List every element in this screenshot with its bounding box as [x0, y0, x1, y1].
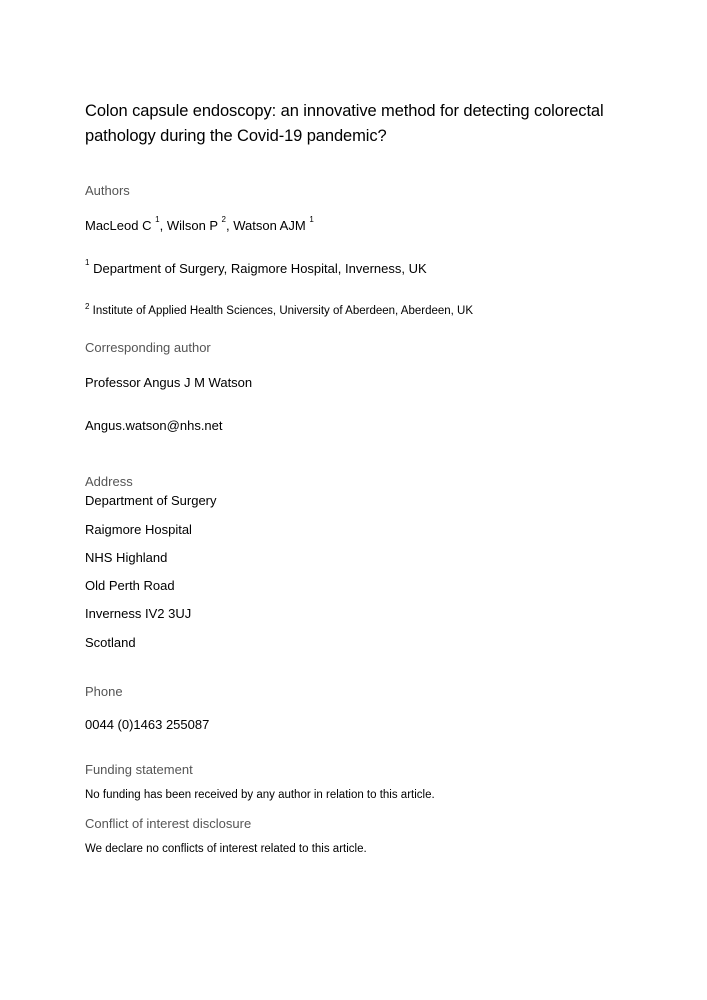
author-separator: , [225, 218, 230, 233]
conflict-statement: We declare no conflicts of interest related to this article. [85, 843, 367, 855]
author-name: Watson AJM [233, 218, 306, 233]
address-heading: Address [85, 474, 133, 489]
address-line: Scotland [85, 635, 136, 650]
affiliation-1 [85, 258, 427, 276]
author-affiliation-marker: 1 [155, 215, 160, 224]
corresponding-author-heading: Corresponding author [85, 340, 211, 355]
paper-title-line-2: pathology during the Covid-19 pandemic? [85, 127, 387, 145]
address-line: Inverness IV2 3UJ [85, 606, 192, 621]
paper-title-line-1: Colon capsule endoscopy: an innovative method for detecting colorectal [85, 102, 604, 120]
phone-number: 0044 (0)1463 255087 [85, 717, 210, 732]
affiliation-text: Department of Surgery, Raigmore Hospital, Inverness, UK [93, 261, 427, 276]
funding-statement: No funding has been received by any author in relation to this article. [85, 789, 435, 801]
corresponding-author-name: Professor Angus J M Watson [85, 375, 253, 390]
affiliation-marker: 2 [85, 302, 90, 311]
conflict-heading: Conflict of interest disclosure [85, 816, 252, 831]
phone-heading: Phone [85, 684, 123, 699]
affiliation-text: Institute of Applied Health Sciences, University of Aberdeen, Aberdeen, UK [92, 305, 474, 317]
corresponding-author-email: Angus.watson@nhs.net [85, 418, 223, 433]
author-affiliation-marker: 1 [309, 215, 314, 224]
address-line: NHS Highland [85, 550, 168, 565]
author-name: MacLeod C [85, 218, 152, 233]
author-name: Wilson P [166, 218, 218, 233]
address-line: Department of Surgery [85, 493, 217, 508]
address-line: Raigmore Hospital [85, 522, 192, 537]
affiliation-2 [85, 302, 474, 317]
address-line: Old Perth Road [85, 578, 175, 593]
authors-heading: Authors [85, 183, 130, 198]
author-affiliation-marker: 2 [221, 215, 226, 224]
author-list [85, 215, 314, 233]
affiliation-marker: 1 [85, 258, 90, 267]
funding-heading: Funding statement [85, 762, 193, 777]
author-separator: , [159, 218, 164, 233]
